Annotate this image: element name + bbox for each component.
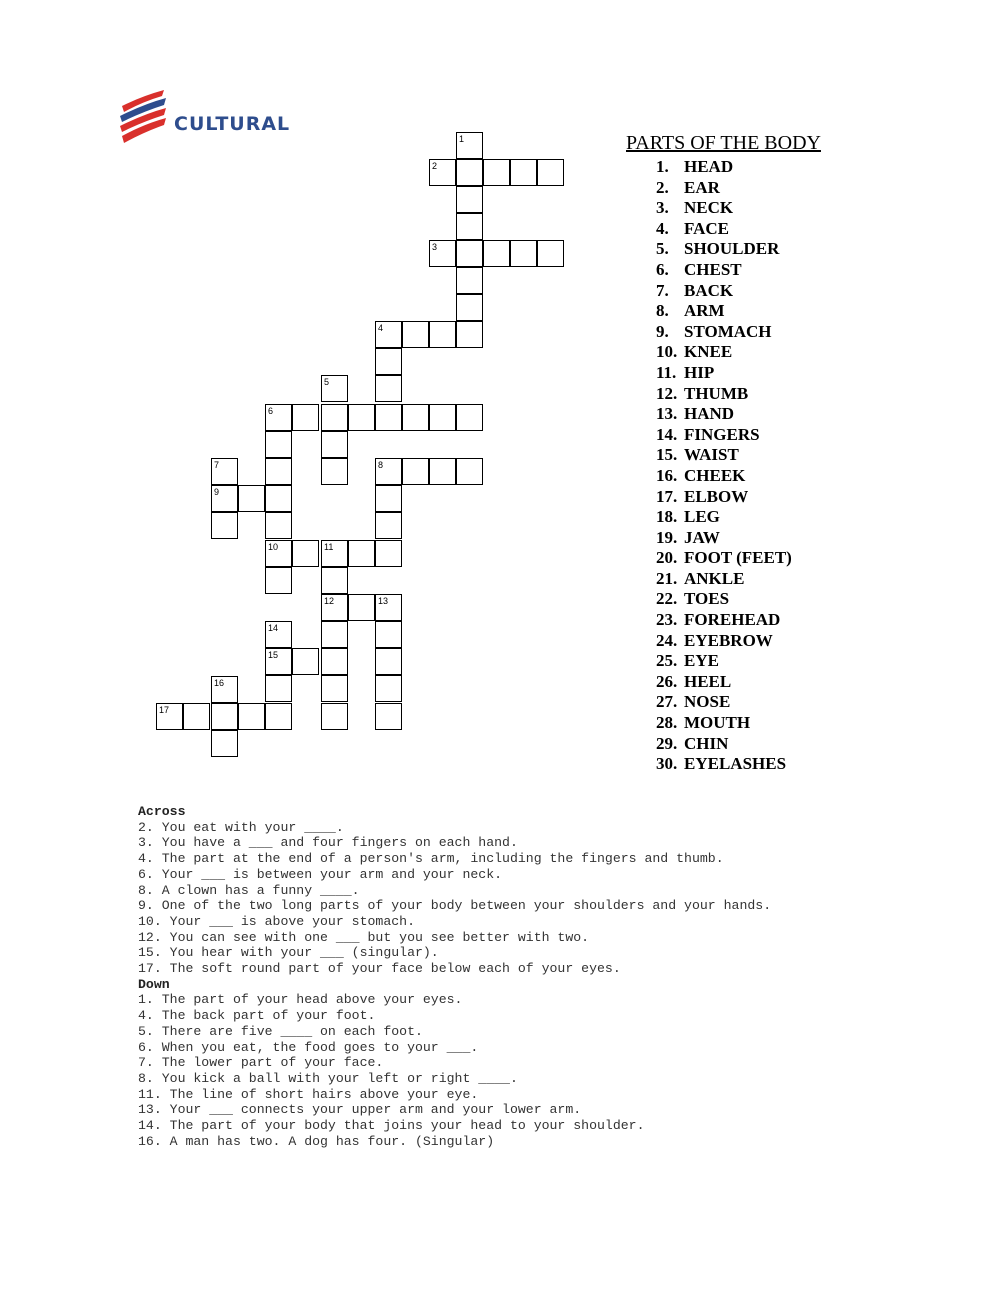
crossword-cell[interactable]	[265, 431, 292, 458]
crossword-cell[interactable]	[238, 485, 265, 512]
crossword-cell-9[interactable]	[211, 485, 238, 512]
crossword-cell[interactable]	[402, 458, 429, 485]
cell-number: 11	[324, 542, 334, 552]
word-bank-number: 13.	[656, 404, 678, 424]
crossword-cell[interactable]	[510, 240, 537, 267]
across-clue: 12. You can see with one ___ but you see better with two.	[138, 929, 590, 945]
crossword-cell[interactable]	[375, 703, 402, 730]
down-clue: 14. The part of your body that joins your head to your shoulder.	[138, 1118, 645, 1134]
crossword-cell[interactable]	[456, 240, 483, 267]
word-bank-item	[656, 404, 821, 425]
word-bank-number: 1.	[656, 157, 669, 176]
word-bank-item	[656, 672, 821, 693]
crossword-cell[interactable]	[321, 458, 348, 485]
word-bank-item	[656, 445, 821, 466]
word-bank-item	[656, 198, 821, 219]
word-bank-word: FOOT (FEET)	[684, 548, 792, 568]
across-clue: 6. Your ___ is between your arm and your neck.	[138, 866, 503, 882]
word-bank-word: ANKLE	[684, 568, 745, 588]
word-bank-list	[626, 157, 821, 775]
crossword-cell[interactable]	[375, 512, 402, 539]
crossword-cell[interactable]	[456, 213, 483, 240]
word-bank-word: STOMACH	[684, 321, 772, 341]
crossword-cell[interactable]	[510, 159, 537, 186]
crossword-cell[interactable]	[183, 703, 210, 730]
crossword-cell[interactable]	[292, 540, 319, 567]
word-bank-item	[656, 239, 821, 260]
word-bank-number: 16.	[656, 465, 678, 485]
word-bank-item	[656, 301, 821, 322]
crossword-cell[interactable]	[402, 321, 429, 348]
word-bank-number: 17.	[656, 486, 678, 506]
cell-number: 3	[432, 242, 438, 252]
crossword-cell-12[interactable]	[321, 594, 348, 621]
word-bank-word: EYEBROW	[684, 630, 773, 650]
word-bank-number: 14.	[656, 424, 678, 444]
down-clue: 11. The line of short hairs above your eye.	[138, 1086, 479, 1102]
word-bank-word: THUMB	[684, 383, 749, 403]
across-clue: 3. You have a ___ and four fingers on each hand.	[138, 835, 518, 851]
word-bank-word: FACE	[684, 218, 730, 238]
crossword-cell[interactable]	[211, 730, 238, 757]
word-bank-item	[656, 692, 821, 713]
crossword-cell[interactable]	[265, 567, 292, 594]
word-bank-number: 8.	[656, 301, 669, 321]
word-bank-item	[656, 548, 821, 569]
down-clue: 16. A man has two. A dog has four. (Singular)	[138, 1133, 495, 1149]
word-bank-item	[656, 281, 821, 302]
crossword-cell[interactable]	[402, 404, 429, 431]
word-bank-number: 4.	[656, 218, 669, 238]
word-bank-item	[656, 384, 821, 405]
word-bank-word: ARM	[684, 301, 725, 321]
across-clue: 9. One of the two long parts of your body between your shoulders and your hands.	[138, 898, 772, 914]
word-bank-item	[656, 610, 821, 631]
word-bank-word: EYE	[684, 651, 719, 671]
cell-number: 6	[268, 406, 274, 416]
word-bank-item	[656, 569, 821, 590]
down-clue: 1. The part of your head above your eyes.	[138, 992, 463, 1008]
crossword-cell-13[interactable]	[375, 594, 402, 621]
crossword-cell[interactable]	[292, 648, 319, 675]
word-bank-number: 2.	[656, 177, 669, 197]
crossword-cell[interactable]	[321, 675, 348, 702]
word-bank-number: 18.	[656, 507, 678, 527]
crossword-cell[interactable]	[375, 404, 402, 431]
crossword-cell[interactable]	[375, 648, 402, 675]
word-bank-item	[656, 219, 821, 240]
crossword-cell-6[interactable]	[265, 404, 292, 431]
word-bank-word: ELBOW	[684, 486, 749, 506]
clues-section	[138, 804, 771, 1149]
crossword-cell-15[interactable]	[265, 648, 292, 675]
across-clue-list	[138, 820, 771, 977]
word-bank-number: 10.	[656, 342, 678, 362]
crossword-cell[interactable]	[456, 159, 483, 186]
crossword-cell[interactable]	[375, 375, 402, 402]
crossword-cell[interactable]	[265, 485, 292, 512]
word-bank-number: 6.	[656, 259, 669, 279]
crossword-cell[interactable]	[265, 675, 292, 702]
word-bank-number: 24.	[656, 630, 678, 650]
crossword-cell[interactable]	[321, 567, 348, 594]
down-clue: 8. You kick a ball with your left or right ____.	[138, 1070, 518, 1086]
word-bank-number: 27.	[656, 692, 678, 712]
crossword-cell[interactable]	[321, 404, 348, 431]
crossword-cell[interactable]	[375, 675, 402, 702]
crossword-cell[interactable]	[456, 294, 483, 321]
word-bank-item	[656, 363, 821, 384]
cell-number: 15	[268, 650, 279, 660]
down-header: Down	[138, 976, 170, 992]
word-bank-number: 12.	[656, 383, 678, 403]
word-bank-word: LEG	[684, 507, 720, 527]
cell-number: 12	[324, 596, 335, 606]
across-clue: 2. You eat with your ____.	[138, 819, 344, 835]
word-bank-number: 21.	[656, 568, 678, 588]
across-clue: 15. You hear with your ___ (singular).	[138, 945, 439, 961]
crossword-cell[interactable]	[375, 348, 402, 375]
word-bank-item	[656, 651, 821, 672]
word-bank-number: 29.	[656, 733, 678, 753]
cell-number: 10	[268, 542, 279, 552]
word-bank-word: CHEEK	[684, 465, 746, 485]
crossword-cell[interactable]	[375, 621, 402, 648]
down-clue: 5. There are five ____ on each foot.	[138, 1023, 423, 1039]
word-bank-word: EAR	[684, 177, 720, 197]
crossword-cell[interactable]	[429, 404, 456, 431]
down-clue-list	[138, 992, 771, 1149]
down-clue: 6. When you eat, the food goes to your ___.	[138, 1039, 479, 1055]
crossword-cell[interactable]	[456, 404, 483, 431]
down-clue: 7. The lower part of your face.	[138, 1055, 384, 1071]
crossword-cell[interactable]	[456, 458, 483, 485]
word-bank-item	[656, 528, 821, 549]
crossword-cell[interactable]	[321, 703, 348, 730]
word-bank	[626, 132, 821, 775]
cell-number: 8	[378, 460, 384, 470]
word-bank-item	[656, 734, 821, 755]
word-bank-number: 15.	[656, 445, 678, 465]
crossword-cell-8[interactable]	[375, 458, 402, 485]
word-bank-word: JAW	[684, 527, 720, 547]
word-bank-item	[656, 178, 821, 199]
word-bank-word: HEEL	[684, 671, 732, 691]
word-bank-word: HIP	[684, 362, 715, 382]
cell-number: 17	[159, 705, 170, 715]
word-bank-word: KNEE	[684, 342, 733, 362]
across-clue: 4. The part at the end of a person's arm, including the fingers and thumb.	[138, 851, 724, 867]
crossword-cell-14[interactable]	[265, 621, 292, 648]
across-clue: 8. A clown has a funny ____.	[138, 882, 360, 898]
word-bank-word: FINGERS	[684, 424, 760, 444]
crossword-cell[interactable]	[348, 594, 375, 621]
cell-number: 9	[214, 487, 220, 497]
cell-number: 16	[214, 678, 225, 688]
crossword-cell[interactable]	[375, 485, 402, 512]
crossword-cell-17[interactable]	[156, 703, 183, 730]
cell-number: 7	[214, 460, 220, 470]
word-bank-number: 25.	[656, 651, 678, 671]
crossword-cell-5[interactable]	[321, 375, 348, 402]
crossword-cell[interactable]	[537, 159, 564, 186]
word-bank-number: 7.	[656, 280, 669, 300]
word-bank-number: 9.	[656, 321, 669, 341]
word-bank-item	[656, 507, 821, 528]
word-bank-word: EYELASHES	[684, 754, 787, 774]
crossword-cell-1[interactable]	[456, 132, 483, 159]
word-bank-number: 26.	[656, 671, 678, 691]
word-bank-word: CHEST	[684, 259, 742, 279]
word-bank-word: SHOULDER	[684, 239, 780, 259]
word-bank-number: 30.	[656, 754, 678, 774]
logo-text: CULTURAL	[174, 113, 291, 135]
crossword-cell[interactable]	[348, 404, 375, 431]
down-clue: 4. The back part of your foot.	[138, 1008, 376, 1024]
down-clue: 13. Your ___ connects your upper arm and your lower arm.	[138, 1102, 582, 1118]
word-bank-item	[656, 157, 821, 178]
cell-number: 4	[378, 323, 384, 333]
word-bank-word: CHIN	[684, 733, 729, 753]
word-bank-item	[656, 425, 821, 446]
crossword-cell[interactable]	[211, 703, 238, 730]
word-bank-item	[656, 322, 821, 343]
cell-number: 13	[378, 596, 389, 606]
word-bank-word: MOUTH	[684, 713, 751, 733]
crossword-cell[interactable]	[375, 540, 402, 567]
crossword-cell[interactable]	[238, 703, 265, 730]
crossword-cell[interactable]	[265, 458, 292, 485]
crossword-cell[interactable]	[483, 240, 510, 267]
crossword-cell-2[interactable]	[429, 159, 456, 186]
word-bank-number: 22.	[656, 589, 678, 609]
crossword-cell[interactable]	[537, 240, 564, 267]
crossword-cell[interactable]	[265, 703, 292, 730]
across-clue: 10. Your ___ is above your stomach.	[138, 913, 415, 929]
crossword-cell[interactable]	[265, 512, 292, 539]
crossword-cell[interactable]	[429, 321, 456, 348]
word-bank-word: FOREHEAD	[684, 610, 781, 630]
cell-number: 14	[268, 623, 279, 633]
crossword-cell-4[interactable]	[375, 321, 402, 348]
crossword-cell[interactable]	[456, 186, 483, 213]
word-bank-word: BACK	[684, 280, 734, 300]
across-clue: 17. The soft round part of your face below each of your eyes.	[138, 961, 621, 977]
crossword-cell[interactable]	[292, 404, 319, 431]
word-bank-item	[656, 754, 821, 775]
crossword-cell[interactable]	[456, 321, 483, 348]
word-bank-item	[656, 713, 821, 734]
crossword-cell[interactable]	[456, 267, 483, 294]
word-bank-number: 23.	[656, 610, 678, 630]
word-bank-word: WAIST	[684, 445, 739, 465]
cell-number: 2	[432, 161, 438, 171]
crossword-cell[interactable]	[348, 540, 375, 567]
word-bank-word: TOES	[684, 589, 730, 609]
word-bank-word: HAND	[684, 404, 735, 424]
cell-number: 1	[459, 134, 465, 144]
cell-number: 5	[324, 377, 330, 387]
crossword-cell[interactable]	[429, 458, 456, 485]
crossword-cell[interactable]	[321, 431, 348, 458]
crossword-cell-11[interactable]	[321, 540, 348, 567]
word-bank-item	[656, 466, 821, 487]
crossword-cell-3[interactable]	[429, 240, 456, 267]
word-bank-number: 20.	[656, 548, 678, 568]
word-bank-number: 5.	[656, 239, 669, 259]
crossword-cell[interactable]	[483, 159, 510, 186]
word-bank-number: 3.	[656, 198, 669, 218]
word-bank-item	[656, 342, 821, 363]
word-bank-item	[656, 589, 821, 610]
crossword-cell-16[interactable]	[211, 676, 238, 703]
word-bank-number: 11.	[656, 362, 677, 382]
word-bank-title: PARTS OF THE BODY	[626, 132, 821, 154]
word-bank-number: 28.	[656, 713, 678, 733]
crossword-cell-10[interactable]	[265, 540, 292, 567]
word-bank-number: 19.	[656, 527, 678, 547]
crossword-cell[interactable]	[321, 621, 348, 648]
crossword-cell-7[interactable]	[211, 458, 238, 485]
word-bank-word: NECK	[684, 198, 734, 218]
word-bank-word: HEAD	[684, 157, 734, 176]
word-bank-item	[656, 260, 821, 281]
across-header: Across	[138, 804, 186, 819]
word-bank-word: NOSE	[684, 692, 731, 712]
crossword-cell[interactable]	[211, 512, 238, 539]
crossword-cell[interactable]	[321, 648, 348, 675]
word-bank-item	[656, 631, 821, 652]
word-bank-item	[656, 487, 821, 508]
